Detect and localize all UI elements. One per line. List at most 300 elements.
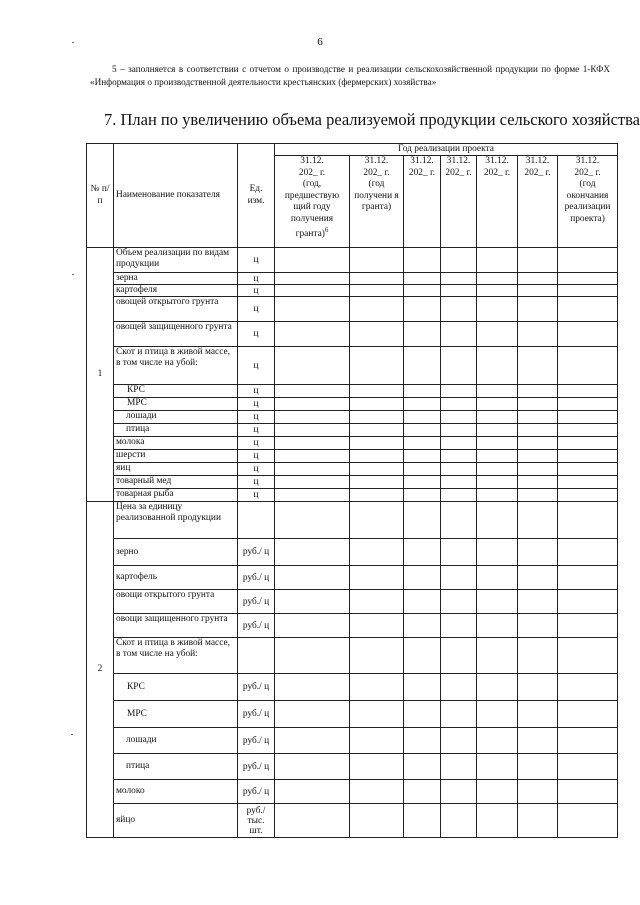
value-cell[interactable] (477, 489, 518, 502)
value-cell[interactable] (477, 566, 518, 590)
year-date: 31.12. (525, 156, 550, 166)
value-cell[interactable] (350, 728, 404, 754)
value-cell[interactable] (477, 285, 518, 297)
indicator-name: МРС (114, 701, 238, 728)
value-cell[interactable] (477, 248, 518, 273)
value-cell[interactable] (477, 463, 518, 476)
value-cell[interactable] (518, 450, 558, 463)
value-cell[interactable] (275, 297, 350, 322)
value-cell[interactable] (404, 674, 441, 701)
value-cell[interactable] (558, 285, 618, 297)
value-cell[interactable] (275, 424, 350, 437)
value-cell[interactable] (518, 539, 558, 566)
value-cell[interactable] (275, 780, 350, 804)
value-cell[interactable] (477, 424, 518, 437)
header-year-col (275, 156, 350, 248)
value-cell[interactable] (477, 502, 518, 539)
value-cell[interactable] (558, 590, 618, 614)
indicator-name: картофель (114, 566, 238, 590)
value-cell[interactable] (518, 566, 558, 590)
unit-cell: ц (238, 273, 275, 285)
value-cell[interactable] (441, 590, 477, 614)
year-label: 202_ г. (524, 167, 551, 178)
value-cell[interactable] (558, 322, 618, 347)
unit-cell: ц (238, 424, 275, 437)
unit-cell: ц (238, 347, 275, 385)
table-row (87, 424, 618, 437)
value-cell[interactable] (518, 701, 558, 728)
value-cell[interactable] (518, 248, 558, 273)
value-cell[interactable] (441, 450, 477, 463)
unit-cell: ц (238, 450, 275, 463)
table-row (87, 614, 618, 638)
value-cell[interactable] (404, 476, 441, 489)
table-row (87, 463, 618, 476)
value-cell[interactable] (477, 297, 518, 322)
year-label: 202_ г. (574, 167, 601, 178)
year-note: (год окончания реализации проекта) (564, 179, 611, 224)
value-cell[interactable] (477, 728, 518, 754)
value-cell[interactable] (275, 322, 350, 347)
value-cell[interactable] (275, 614, 350, 638)
table-row (87, 322, 618, 347)
value-cell[interactable] (441, 411, 477, 424)
value-cell[interactable] (518, 385, 558, 398)
value-cell[interactable] (477, 347, 518, 385)
indicator-name: птица (114, 754, 238, 780)
table-row (87, 502, 618, 539)
value-cell[interactable] (477, 539, 518, 566)
value-cell[interactable] (350, 701, 404, 728)
value-cell[interactable] (275, 539, 350, 566)
value-cell[interactable] (518, 489, 558, 502)
value-cell[interactable] (275, 437, 350, 450)
year-note: (год получени я гранта) (354, 179, 399, 212)
value-cell[interactable] (350, 804, 404, 838)
table-row (87, 398, 618, 411)
year-note: (год, предшествую щий году получения гранта)$^6$ (284, 179, 340, 240)
value-cell[interactable] (404, 754, 441, 780)
value-cell[interactable] (518, 502, 558, 539)
value-cell[interactable] (275, 566, 350, 590)
value-cell[interactable] (441, 248, 477, 273)
value-cell[interactable] (350, 780, 404, 804)
value-cell[interactable] (441, 780, 477, 804)
value-cell[interactable] (518, 674, 558, 701)
value-cell[interactable] (404, 385, 441, 398)
value-cell[interactable] (518, 424, 558, 437)
value-cell[interactable] (518, 590, 558, 614)
value-cell[interactable] (275, 450, 350, 463)
value-cell[interactable] (404, 566, 441, 590)
value-cell[interactable] (275, 590, 350, 614)
row-number: 1 (87, 248, 114, 502)
value-cell[interactable] (518, 285, 558, 297)
unit-cell: ц (238, 322, 275, 347)
table-row (87, 489, 618, 502)
value-cell[interactable] (350, 674, 404, 701)
indicator-name: птица (114, 424, 238, 437)
value-cell[interactable] (275, 398, 350, 411)
value-cell[interactable] (350, 754, 404, 780)
value-cell[interactable] (404, 437, 441, 450)
value-cell[interactable] (558, 489, 618, 502)
value-cell[interactable] (441, 614, 477, 638)
value-cell[interactable] (477, 754, 518, 780)
value-cell[interactable] (441, 566, 477, 590)
unit-cell: руб./ ц (238, 566, 275, 590)
value-cell[interactable] (518, 804, 558, 838)
header-unit: Ед. изм. (238, 144, 275, 248)
value-cell[interactable] (404, 347, 441, 385)
value-cell[interactable] (350, 489, 404, 502)
unit-cell: руб./ тыс. шт. (238, 804, 275, 838)
value-cell[interactable] (558, 476, 618, 489)
value-cell[interactable] (518, 638, 558, 674)
value-cell[interactable] (477, 398, 518, 411)
value-cell[interactable] (558, 674, 618, 701)
value-cell[interactable] (441, 297, 477, 322)
unit-cell (238, 502, 275, 539)
value-cell[interactable] (477, 614, 518, 638)
table-row (87, 539, 618, 566)
unit-cell: руб./ ц (238, 674, 275, 701)
value-cell[interactable] (404, 285, 441, 297)
unit-cell: ц (238, 437, 275, 450)
value-cell[interactable] (404, 502, 441, 539)
value-cell[interactable] (518, 347, 558, 385)
unit-cell: ц (238, 398, 275, 411)
value-cell[interactable] (350, 424, 404, 437)
value-cell[interactable] (441, 754, 477, 780)
value-cell[interactable] (350, 450, 404, 463)
header-num: № п/п (87, 144, 114, 248)
year-label: 202_ г. (483, 167, 511, 178)
value-cell[interactable] (404, 411, 441, 424)
section-row-title: Объем реализации по видам продукции (114, 248, 238, 273)
unit-cell: ц (238, 385, 275, 398)
value-cell[interactable] (404, 248, 441, 273)
value-cell[interactable] (404, 539, 441, 566)
table-row (87, 701, 618, 728)
value-cell[interactable] (477, 780, 518, 804)
year-label: 202_ г. (363, 167, 390, 178)
table-row (87, 590, 618, 614)
value-cell[interactable] (350, 248, 404, 273)
header-year-col (350, 156, 404, 248)
row-number: 2 (87, 502, 114, 838)
year-label: 202_ г. (445, 167, 472, 178)
indicator-name: овощей открытого грунта (114, 297, 238, 322)
indicator-name: овощи открытого грунта (114, 590, 238, 614)
value-cell[interactable] (441, 502, 477, 539)
value-cell[interactable] (350, 347, 404, 385)
value-cell[interactable] (477, 476, 518, 489)
value-cell[interactable] (441, 424, 477, 437)
unit-cell: ц (238, 248, 275, 273)
indicator-name: яйцо (114, 804, 238, 838)
value-cell[interactable] (518, 437, 558, 450)
value-cell[interactable] (477, 322, 518, 347)
value-cell[interactable] (275, 285, 350, 297)
value-cell[interactable] (558, 566, 618, 590)
value-cell[interactable] (404, 804, 441, 838)
unit-cell: ц (238, 411, 275, 424)
value-cell[interactable] (441, 701, 477, 728)
value-cell[interactable] (275, 463, 350, 476)
value-cell[interactable] (558, 297, 618, 322)
indicator-name: товарный мед (114, 476, 238, 489)
table-row (87, 347, 618, 385)
value-cell[interactable] (404, 614, 441, 638)
value-cell[interactable] (558, 437, 618, 450)
table-row (87, 566, 618, 590)
unit-cell: ц (238, 489, 275, 502)
value-cell[interactable] (441, 322, 477, 347)
indicator-name: овощей защищенного грунта (114, 322, 238, 347)
value-cell[interactable] (518, 297, 558, 322)
value-cell[interactable] (350, 285, 404, 297)
value-cell[interactable] (518, 476, 558, 489)
value-cell[interactable] (275, 502, 350, 539)
table-row (87, 385, 618, 398)
header-row-group (87, 144, 618, 156)
value-cell[interactable] (518, 398, 558, 411)
table-row (87, 273, 618, 285)
value-cell[interactable] (477, 411, 518, 424)
year-date: 31.12. (364, 156, 389, 166)
header-year-group: Год реализации проекта (275, 144, 618, 156)
value-cell[interactable] (404, 489, 441, 502)
unit-cell: руб./ ц (238, 780, 275, 804)
value-cell[interactable] (441, 437, 477, 450)
indicator-name: КРС (114, 385, 238, 398)
value-cell[interactable] (275, 754, 350, 780)
indicator-name: яиц (114, 463, 238, 476)
value-cell[interactable] (558, 273, 618, 285)
value-cell[interactable] (275, 804, 350, 838)
header-year-col (518, 156, 558, 248)
value-cell[interactable] (518, 728, 558, 754)
value-cell[interactable] (558, 701, 618, 728)
year-date: 31.12. (575, 156, 600, 166)
value-cell[interactable] (350, 590, 404, 614)
indicator-name: картофеля (114, 285, 238, 297)
value-cell[interactable] (477, 273, 518, 285)
value-cell[interactable] (404, 701, 441, 728)
value-cell[interactable] (350, 273, 404, 285)
value-cell[interactable] (441, 728, 477, 754)
value-cell[interactable] (275, 728, 350, 754)
unit-cell: ц (238, 463, 275, 476)
value-cell[interactable] (404, 398, 441, 411)
indicator-name: Скот и птица в живой массе, в том числе на убой: (114, 347, 238, 385)
value-cell[interactable] (441, 273, 477, 285)
value-cell[interactable] (441, 638, 477, 674)
value-cell[interactable] (558, 502, 618, 539)
header-year-col (558, 156, 618, 248)
page-number: 6 (317, 36, 323, 48)
value-cell[interactable] (275, 411, 350, 424)
table-row (87, 804, 618, 838)
value-cell[interactable] (441, 398, 477, 411)
table-row (87, 780, 618, 804)
value-cell[interactable] (558, 424, 618, 437)
indicator-name: овощи защищенного грунта (114, 614, 238, 638)
scan-speck (72, 42, 74, 43)
value-cell[interactable] (350, 502, 404, 539)
value-cell[interactable] (275, 273, 350, 285)
value-cell[interactable] (404, 728, 441, 754)
unit-cell: ц (238, 476, 275, 489)
value-cell[interactable] (477, 701, 518, 728)
table-row (87, 437, 618, 450)
value-cell[interactable] (558, 398, 618, 411)
year-date: 31.12. (485, 156, 509, 166)
table-row (87, 297, 618, 322)
value-cell[interactable] (350, 322, 404, 347)
value-cell[interactable] (441, 385, 477, 398)
value-cell[interactable] (518, 322, 558, 347)
table-row (87, 248, 618, 273)
value-cell[interactable] (275, 489, 350, 502)
value-cell[interactable] (558, 450, 618, 463)
table-row (87, 674, 618, 701)
indicator-name: Скот и птица в живой массе, в том числе на убой: (114, 638, 238, 674)
value-cell[interactable] (441, 489, 477, 502)
unit-cell: руб./ ц (238, 728, 275, 754)
value-cell[interactable] (404, 638, 441, 674)
value-cell[interactable] (441, 463, 477, 476)
value-cell[interactable] (558, 728, 618, 754)
value-cell[interactable] (477, 450, 518, 463)
unit-cell: руб./ ц (238, 590, 275, 614)
value-cell[interactable] (518, 780, 558, 804)
value-cell[interactable] (558, 248, 618, 273)
value-cell[interactable] (558, 539, 618, 566)
value-cell[interactable] (350, 614, 404, 638)
scan-speck (71, 734, 73, 735)
value-cell[interactable] (558, 780, 618, 804)
value-cell[interactable] (558, 614, 618, 638)
value-cell[interactable] (350, 638, 404, 674)
value-cell[interactable] (350, 463, 404, 476)
value-cell[interactable] (350, 297, 404, 322)
indicator-name: зерно (114, 539, 238, 566)
value-cell[interactable] (441, 804, 477, 838)
header-year-col (441, 156, 477, 248)
value-cell[interactable] (404, 780, 441, 804)
value-cell[interactable] (558, 385, 618, 398)
value-cell[interactable] (275, 385, 350, 398)
indicator-name: МРС (114, 398, 238, 411)
value-cell[interactable] (441, 539, 477, 566)
value-cell[interactable] (558, 754, 618, 780)
value-cell[interactable] (441, 347, 477, 385)
value-cell[interactable] (275, 701, 350, 728)
value-cell[interactable] (518, 614, 558, 638)
value-cell[interactable] (404, 273, 441, 285)
value-cell[interactable] (404, 322, 441, 347)
value-cell[interactable] (441, 674, 477, 701)
unit-cell: руб./ ц (238, 701, 275, 728)
unit-cell: ц (238, 285, 275, 297)
value-cell[interactable] (350, 476, 404, 489)
value-cell[interactable] (518, 463, 558, 476)
value-cell[interactable] (275, 638, 350, 674)
value-cell[interactable] (558, 463, 618, 476)
value-cell[interactable] (404, 590, 441, 614)
value-cell[interactable] (558, 411, 618, 424)
section-title: 7. План по увеличению объема реализуемой продукции сельского хозяйства (104, 110, 640, 129)
value-cell[interactable] (477, 804, 518, 838)
header-name: Наименование показателя (114, 144, 238, 248)
value-cell[interactable] (350, 398, 404, 411)
value-cell[interactable] (350, 437, 404, 450)
table-row (87, 476, 618, 489)
unit-cell (238, 638, 275, 674)
value-cell[interactable] (558, 347, 618, 385)
value-cell[interactable] (518, 273, 558, 285)
value-cell[interactable] (275, 248, 350, 273)
table-row (87, 754, 618, 780)
scan-speck (72, 274, 74, 275)
value-cell[interactable] (275, 347, 350, 385)
table-row (87, 638, 618, 674)
section-row-title: Цена за единицу реализованной продукции (114, 502, 238, 539)
value-cell[interactable] (477, 385, 518, 398)
year-label: 202_ г. (408, 167, 436, 178)
indicator-name: молоко (114, 780, 238, 804)
footnote: 5 – заполняется в соответствии с отчетом о производстве и реализации сельскохозяйственной продукции по форме 1-КФХ «Информация о производственной деятельности крестьянских (фермерских) хозяйства» (90, 64, 610, 87)
value-cell[interactable] (404, 450, 441, 463)
value-cell[interactable] (350, 566, 404, 590)
value-cell[interactable] (404, 463, 441, 476)
value-cell[interactable] (518, 754, 558, 780)
unit-cell: руб./ ц (238, 754, 275, 780)
plan-table-body (87, 248, 618, 838)
unit-cell: руб./ ц (238, 614, 275, 638)
value-cell[interactable] (558, 638, 618, 674)
table-row (87, 728, 618, 754)
table-row (87, 411, 618, 424)
value-cell[interactable] (441, 285, 477, 297)
value-cell[interactable] (275, 476, 350, 489)
year-date: 31.12. (300, 156, 324, 166)
value-cell[interactable] (441, 476, 477, 489)
value-cell[interactable] (404, 297, 441, 322)
plan-table (86, 143, 618, 838)
value-cell[interactable] (477, 437, 518, 450)
value-cell[interactable] (518, 411, 558, 424)
indicator-name: КРС (114, 674, 238, 701)
header-year-col (404, 156, 441, 248)
value-cell[interactable] (275, 674, 350, 701)
value-cell[interactable] (350, 411, 404, 424)
indicator-name: молока (114, 437, 238, 450)
value-cell[interactable] (350, 539, 404, 566)
header-year-col (477, 156, 518, 248)
value-cell[interactable] (350, 385, 404, 398)
value-cell[interactable] (404, 424, 441, 437)
value-cell[interactable] (477, 674, 518, 701)
indicator-name: шерсти (114, 450, 238, 463)
value-cell[interactable] (558, 804, 618, 838)
value-cell[interactable] (477, 590, 518, 614)
year-date: 31.12. (446, 156, 471, 166)
value-cell[interactable] (477, 638, 518, 674)
year-label: 202_ г. (298, 167, 326, 178)
